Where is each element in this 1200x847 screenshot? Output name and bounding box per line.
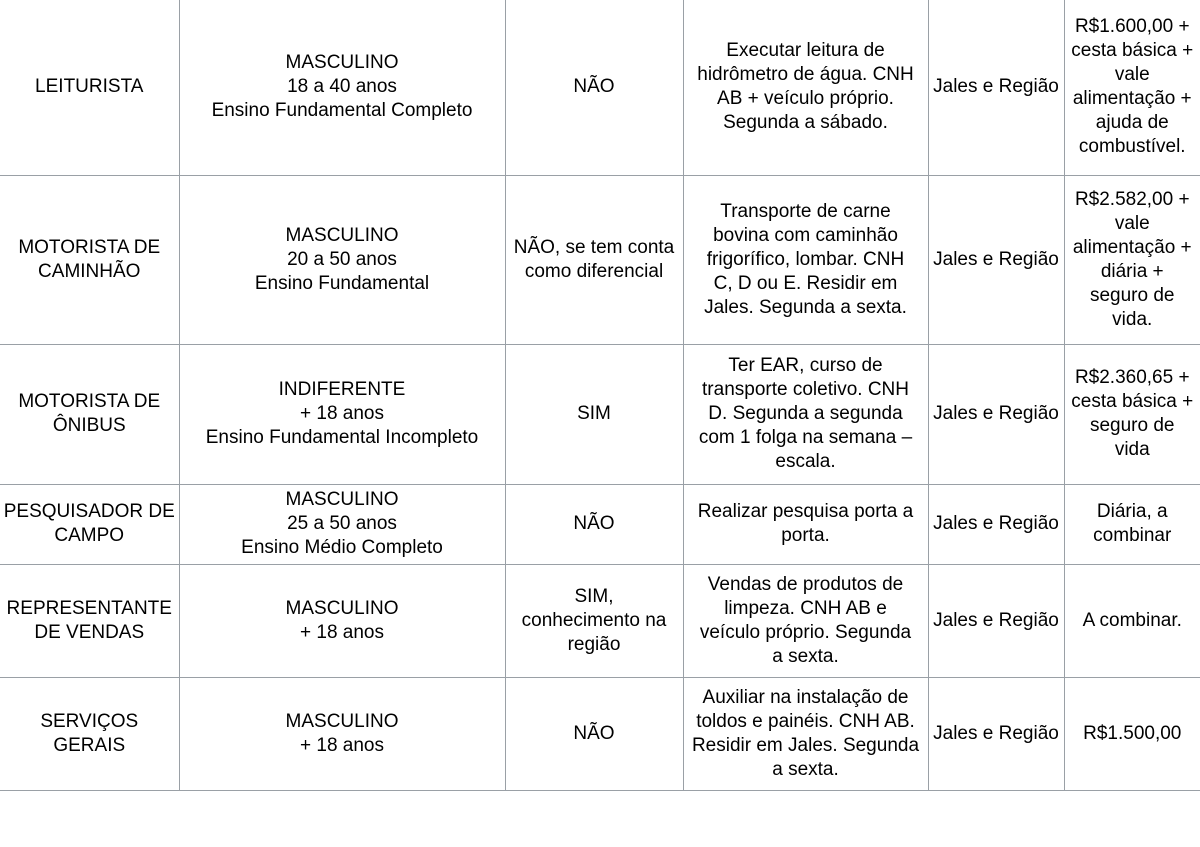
local-line: Jales e Região <box>933 248 1059 270</box>
descricao-line: a sexta. <box>772 645 839 667</box>
salario-line: A combinar. <box>1082 609 1182 631</box>
salario-line: vale <box>1114 64 1150 86</box>
experiencia-cell <box>505 564 683 677</box>
cargo-cell <box>0 484 179 564</box>
descricao-line: a sexta. <box>772 758 839 780</box>
cargo-line: PESQUISADOR DE <box>3 501 175 522</box>
salario-line: vida. <box>1112 308 1153 330</box>
local-cell <box>928 175 1064 344</box>
descricao-line: Residir em Jales. Segunda <box>691 734 920 756</box>
salario-line: R$1.500,00 <box>1083 722 1182 744</box>
salario-line: alimentação + <box>1072 88 1192 110</box>
salario-line: alimentação + <box>1072 236 1192 258</box>
descricao-line: escala. <box>775 451 836 472</box>
experiencia-line: NÃO <box>573 722 615 744</box>
perfil-line: Ensino Fundamental Incompleto <box>205 427 479 448</box>
salario-line: ajuda de <box>1095 112 1169 134</box>
descricao-line: veículo próprio. Segunda <box>699 621 912 643</box>
perfil-line: 20 a 50 anos <box>287 248 397 270</box>
descricao-line: C, D ou E. Residir em <box>713 272 898 294</box>
perfil-line: 25 a 50 anos <box>287 513 397 534</box>
perfil-line: MASCULINO <box>285 52 399 74</box>
table-row <box>0 0 1200 175</box>
descricao-line: Realizar pesquisa porta a <box>697 501 914 522</box>
descricao-line: Transporte de carne <box>720 200 891 222</box>
descricao-line: Ter EAR, curso de <box>728 355 883 376</box>
perfil-line: MASCULINO <box>285 489 399 510</box>
perfil-cell <box>179 484 505 564</box>
descricao-line: Segunda a sábado. <box>723 112 888 134</box>
local-cell <box>928 0 1064 175</box>
cargo-line: DE VENDAS <box>34 621 145 643</box>
local-line: Jales e Região <box>933 513 1059 534</box>
experiencia-line: conhecimento na <box>521 609 667 631</box>
descricao-line: Jales. Segunda a sexta. <box>704 296 907 318</box>
local-line: Jales e Região <box>933 403 1059 424</box>
salario-cell <box>1064 344 1200 484</box>
cargo-cell <box>0 344 179 484</box>
perfil-line: + 18 anos <box>300 734 384 756</box>
descricao-cell <box>683 175 928 344</box>
table-row <box>0 484 1200 564</box>
experiencia-line: SIM <box>577 403 611 424</box>
perfil-line: + 18 anos <box>300 403 384 424</box>
local-line: Jales e Região <box>933 609 1059 631</box>
cargo-cell <box>0 677 179 790</box>
perfil-line: Ensino Fundamental Completo <box>211 100 473 122</box>
perfil-line: Ensino Médio Completo <box>241 537 443 558</box>
cargo-line: CAMPO <box>54 525 125 546</box>
cargo-line: MOTORISTA DE <box>18 391 161 412</box>
perfil-cell <box>179 677 505 790</box>
salario-line: vida <box>1114 439 1150 460</box>
salario-line: diária + <box>1100 260 1164 282</box>
descricao-line: Executar leitura de <box>726 40 885 62</box>
perfil-line: MASCULINO <box>285 224 399 246</box>
experiencia-line: região <box>567 633 621 655</box>
local-cell <box>928 564 1064 677</box>
descricao-line: frigorífico, lombar. CNH <box>706 248 905 270</box>
perfil-line: + 18 anos <box>300 621 384 643</box>
perfil-line: Ensino Fundamental <box>254 272 430 294</box>
experiencia-cell <box>505 677 683 790</box>
experiencia-cell <box>505 175 683 344</box>
local-cell <box>928 344 1064 484</box>
cargo-line: REPRESENTANTE <box>6 597 172 619</box>
descricao-line: toldos e painéis. CNH AB. <box>696 710 915 732</box>
descricao-line: porta. <box>781 525 830 546</box>
perfil-line: 18 a 40 anos <box>287 76 397 98</box>
cargo-line: SERVIÇOS GERAIS <box>40 710 139 756</box>
salario-line: vale <box>1114 212 1150 234</box>
descricao-cell <box>683 677 928 790</box>
experiencia-cell <box>505 344 683 484</box>
cargo-line: ÔNIBUS <box>52 415 126 436</box>
descricao-line: limpeza. CNH AB e <box>724 597 887 619</box>
perfil-cell <box>179 344 505 484</box>
salario-cell <box>1064 677 1200 790</box>
descricao-line: D. Segunda a segunda <box>708 403 903 424</box>
experiencia-line: NÃO <box>573 513 615 534</box>
descricao-line: transporte coletivo. CNH <box>702 379 909 400</box>
experiencia-line: como diferencial <box>524 260 664 282</box>
salario-line: combustível. <box>1078 136 1186 158</box>
cargo-cell <box>0 175 179 344</box>
table-row <box>0 344 1200 484</box>
descricao-line: AB + veículo próprio. <box>717 88 894 110</box>
perfil-line: MASCULINO <box>285 597 399 619</box>
cargo-line: CAMINHÃO <box>38 260 141 282</box>
experiencia-line: NÃO <box>573 76 615 98</box>
experiencia-line: SIM, <box>574 585 614 607</box>
salario-line: combinar <box>1093 525 1172 546</box>
descricao-line: hidrômetro de água. CNH <box>697 64 914 86</box>
cargo-line: LEITURISTA <box>35 76 144 98</box>
descricao-cell <box>683 484 928 564</box>
salario-cell <box>1064 484 1200 564</box>
salario-line: cesta básica + <box>1071 391 1194 412</box>
salario-line: R$2.582,00 + <box>1074 188 1190 210</box>
salario-line: R$1.600,00 + <box>1074 16 1190 38</box>
descricao-line: Vendas de produtos de <box>707 573 904 595</box>
descricao-line: Auxiliar na instalação de <box>702 686 909 708</box>
perfil-line: INDIFERENTE <box>278 379 406 400</box>
experiencia-cell <box>505 484 683 564</box>
table-row <box>0 175 1200 344</box>
table-row <box>0 677 1200 790</box>
descricao-cell <box>683 344 928 484</box>
local-line: Jales e Região <box>933 76 1059 98</box>
cargo-cell <box>0 564 179 677</box>
cargo-cell <box>0 0 179 175</box>
experiencia-cell <box>505 0 683 175</box>
descricao-cell <box>683 564 928 677</box>
cargo-line: MOTORISTA DE <box>18 236 161 258</box>
perfil-cell <box>179 175 505 344</box>
perfil-line: MASCULINO <box>285 710 399 732</box>
salario-cell <box>1064 564 1200 677</box>
descricao-line: bovina com caminhão <box>713 224 898 246</box>
salario-cell <box>1064 175 1200 344</box>
local-line: Jales e Região <box>933 722 1059 744</box>
descricao-line: com 1 folga na semana – <box>698 427 913 448</box>
perfil-cell <box>179 564 505 677</box>
experiencia-line: NÃO, se tem conta <box>513 236 675 258</box>
perfil-cell <box>179 0 505 175</box>
local-cell <box>928 677 1064 790</box>
salario-line: cesta básica + <box>1071 40 1194 62</box>
salario-line: R$2.360,65 + <box>1074 367 1190 388</box>
local-cell <box>928 484 1064 564</box>
table-row <box>0 564 1200 677</box>
salario-line: Diária, a <box>1096 501 1168 522</box>
descricao-cell <box>683 0 928 175</box>
salario-line: seguro de <box>1089 415 1175 436</box>
salario-line: seguro de <box>1089 284 1175 306</box>
salario-cell <box>1064 0 1200 175</box>
